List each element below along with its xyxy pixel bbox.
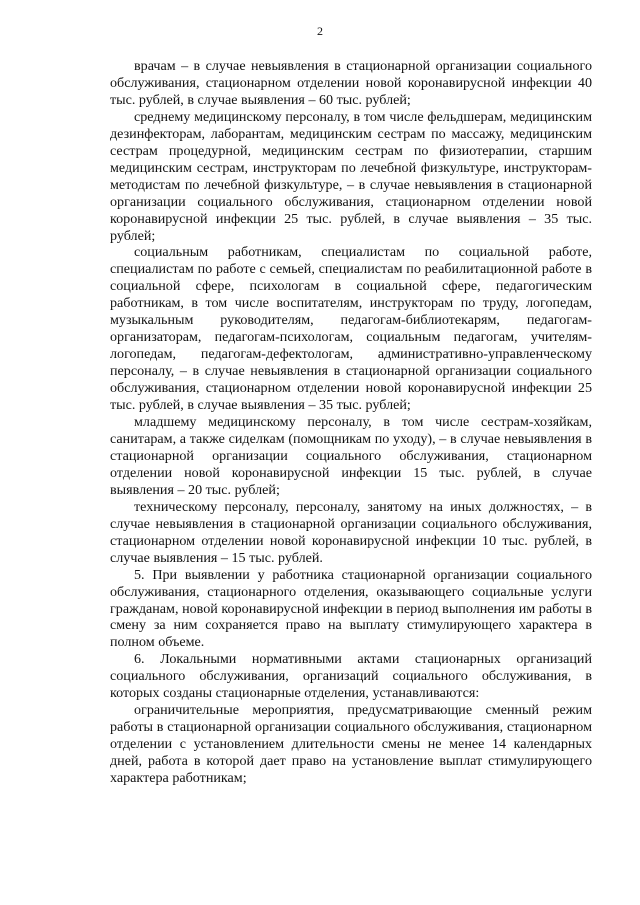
paragraph-doctors: врачам – в случае невыявления в стационарной организации социального обслуживания, стационарном отделении новой коронавирусной инфекции 40 тыс. рублей, в случае выявления – 60 тыс. рублей; [110, 58, 592, 108]
paragraph-restrictive-measures: ограничительные мероприятия, предусматривающие сменный режим работы в стационарной организации социального обслуживания, стационарном отделении с установлением длительности смены не менее 14 календарных дней, работа в которой дает право на установление выплат стимулирующего характера работникам; [110, 702, 592, 787]
paragraph-technical-staff: техническому персоналу, персоналу, занятому на иных должностях, – в случае невыявления в стационарной организации социального обслуживания, стационарном отделении новой коронавирусной инфекции 10 тыс. рублей, в случае выявления – 15 тыс. рублей. [110, 498, 592, 566]
paragraph-item-5: 5. При выявлении у работника стационарной организации социального обслуживания, стационарного отделения, оказывающего социальные услуги гражданам, новой коронавирусной инфекции в период выполнения им работы в смену за ним сохраняется право на выплату стимулирующего характера в полном объеме. [110, 566, 592, 651]
document-body [110, 58, 592, 787]
paragraph-social-workers: социальным работникам, специалистам по социальной работе, специалистам по работе с семьей, специалистам по реабилитационной работе в социальной сфере, психологам в социальной сфере, педагогическим работникам, в том числе воспитателям, инструкторам по труду, логопедам, музыкальным руководителям, педагогам-библиотекарям, педагогам-организаторам, педагогам-психологам, социальным педагогам, учителям-логопедам, педагогам-дефектологам, административно-управленческому персоналу, – в случае невыявления в стационарной организации социального обслуживания, стационарном отделении новой коронавирусной инфекции 25 тыс. рублей, в случае выявления – 35 тыс. рублей; [110, 244, 592, 414]
paragraph-junior-medical: младшему медицинскому персоналу, в том числе сестрам-хозяйкам, санитарам, а также сиделкам (помощникам по уходу), – в случае невыявления в стационарной организации социального обслуживания, стационарном отделении новой коронавирусной инфекции 15 тыс. рублей, в случае выявления – 20 тыс. рублей; [110, 414, 592, 498]
page-number: 2 [317, 24, 323, 38]
paragraph-item-6: 6. Локальными нормативными актами стационарных организаций социального обслуживания, организаций социального обслуживания, в которых созданы стационарные отделения, устанавливаются: [110, 651, 592, 702]
paragraph-nurses: среднему медицинскому персоналу, в том числе фельдшерам, медицинским дезинфекторам, лаборантам, медицинским сестрам по массажу, медицинским сестрам процедурной, медицинским сестрам по физиотерапии, старшим медицинским сестрам, инструкторам по лечебной физкультуре, инструкторам-методистам по лечебной физкультуре, – в случае невыявления в стационарной организации социального обслуживания, стационарном отделении новой коронавирусной инфекции 25 тыс. рублей, в случае выявления – 35 тыс. рублей; [110, 108, 592, 244]
